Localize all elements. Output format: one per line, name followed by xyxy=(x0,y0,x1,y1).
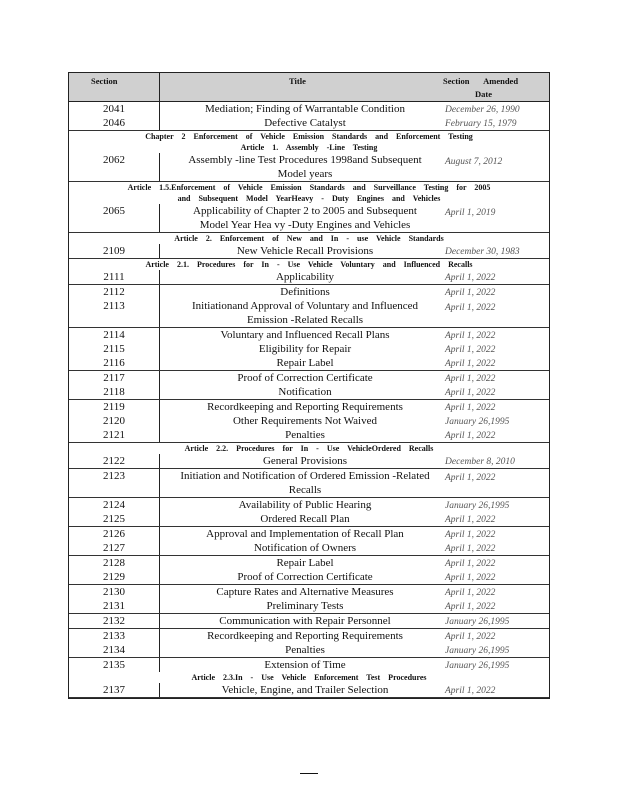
column-divider xyxy=(159,527,160,541)
column-divider xyxy=(159,328,160,342)
section-number: 2129 xyxy=(103,571,125,583)
section-number: 2114 xyxy=(103,329,125,341)
amended-date: December 8, 2010 xyxy=(445,457,515,467)
regulations-table xyxy=(68,72,550,699)
section-title: Recordkeeping and Reporting Requirements xyxy=(207,401,403,413)
section-number: 2123 xyxy=(103,470,125,482)
table-row xyxy=(69,541,549,556)
section-number: 2115 xyxy=(103,343,125,355)
column-divider xyxy=(159,512,160,526)
section-number: 2111 xyxy=(103,271,125,283)
section-title: Ordered Recall Plan xyxy=(260,513,350,525)
section-number: 2127 xyxy=(103,542,125,554)
section-title: Initiation and Notification of Ordered Emission -Related xyxy=(180,470,430,482)
column-divider xyxy=(159,342,160,356)
section-number: 2046 xyxy=(103,117,125,129)
article-heading: Article 2. Enforcement of New and In - use Vehicle Standards xyxy=(174,234,444,243)
amended-date: April 1, 2022 xyxy=(445,632,496,642)
amended-date: April 1, 2022 xyxy=(445,359,496,369)
section-title: Recordkeeping and Reporting Requirements xyxy=(207,630,403,642)
table-row xyxy=(69,270,549,285)
table-row xyxy=(69,400,549,414)
section-title: Defective Catalyst xyxy=(264,117,346,129)
header-date: Date xyxy=(475,89,492,99)
amended-date: February 15, 1979 xyxy=(445,119,517,129)
column-divider xyxy=(159,498,160,512)
amended-date: April 1, 2022 xyxy=(445,686,496,696)
section-number: 2137 xyxy=(103,684,125,696)
amended-date: April 1, 2022 xyxy=(445,588,496,598)
section-title: Approval and Implementation of Recall Plan xyxy=(206,528,404,540)
table-row xyxy=(69,556,549,570)
header-divider xyxy=(159,73,160,101)
table-row xyxy=(69,204,549,233)
table-row xyxy=(69,585,549,599)
section-number: 2117 xyxy=(103,372,125,384)
column-divider xyxy=(159,556,160,570)
table-row xyxy=(69,299,549,328)
amended-date: April 1, 2022 xyxy=(445,559,496,569)
column-divider xyxy=(159,658,160,672)
article-heading: and Subsequent Model YearHeavy - Duty Engines and Vehicles xyxy=(177,194,441,203)
section-title: Repair Label xyxy=(276,557,334,569)
table-row xyxy=(69,469,549,498)
amended-date: April 1, 2022 xyxy=(445,388,496,398)
section-title-continued: Model years xyxy=(277,168,333,180)
table-row xyxy=(69,342,549,356)
article-heading: Article 2.3.In - Use Vehicle Enforcement Test Procedures xyxy=(191,673,427,682)
column-divider xyxy=(159,570,160,584)
amended-date: December 30, 1983 xyxy=(445,247,520,257)
column-divider xyxy=(159,629,160,643)
column-divider xyxy=(159,414,160,428)
section-title: Proof of Correction Certificate xyxy=(237,571,373,583)
table-row xyxy=(69,512,549,527)
amended-date: April 1, 2022 xyxy=(445,374,496,384)
column-divider xyxy=(159,385,160,399)
amended-date: April 1, 2022 xyxy=(445,431,496,441)
section-number: 2109 xyxy=(103,245,125,257)
table-row xyxy=(69,428,549,443)
header-title: Title xyxy=(289,76,306,86)
article-heading: Article 1. Assembly -Line Testing xyxy=(240,143,378,152)
table-row xyxy=(69,599,549,614)
section-title-continued: Model Year Hea vy -Duty Engines and Vehicles xyxy=(199,219,411,231)
section-title: Penalties xyxy=(285,429,325,441)
section-number: 2118 xyxy=(103,386,125,398)
table-row xyxy=(69,285,549,299)
section-title: Availability of Public Hearing xyxy=(238,499,372,511)
table-body xyxy=(69,102,549,698)
table-row xyxy=(69,328,549,342)
column-divider xyxy=(159,400,160,414)
table-row xyxy=(69,614,549,629)
table-row xyxy=(69,414,549,428)
header-amended-date: Section Amended xyxy=(443,76,519,86)
column-divider xyxy=(159,244,160,258)
section-title: Other Requirements Not Waived xyxy=(232,415,377,427)
amended-date: April 1, 2022 xyxy=(445,331,496,341)
table-row xyxy=(69,683,549,698)
section-title-continued: Emission -Related Recalls xyxy=(246,314,364,326)
section-number: 2065 xyxy=(103,205,125,217)
section-number: 2122 xyxy=(103,455,125,467)
section-title: Notification xyxy=(278,386,332,398)
section-number: 2130 xyxy=(103,586,125,598)
column-divider xyxy=(159,285,160,299)
table-row xyxy=(69,153,549,182)
page-footer-rule xyxy=(300,773,318,774)
article-heading: Article 2.2. Procedures for In - Use VehicleOrdered Recalls xyxy=(184,444,434,453)
section-number: 2132 xyxy=(103,615,125,627)
section-number: 2131 xyxy=(103,600,125,612)
section-title: Initiationand Approval of Voluntary and Influenced xyxy=(192,300,418,312)
table-row xyxy=(69,356,549,371)
amended-date: April 1, 2022 xyxy=(445,573,496,583)
column-divider xyxy=(159,541,160,555)
section-title: Preliminary Tests xyxy=(266,600,344,612)
section-number: 2041 xyxy=(103,103,125,115)
section-title: Notification of Owners xyxy=(253,542,357,554)
amended-date: April 1, 2022 xyxy=(445,303,496,313)
amended-date: January 26,1995 xyxy=(445,417,510,427)
section-title: Applicability xyxy=(275,271,335,283)
article-heading: Chapter 2 Enforcement of Vehicle Emission Standards and Enforcement Testing xyxy=(145,132,473,141)
article-heading: Article 2.1. Procedures for In - Use Vehicle Voluntary and Influenced Recalls xyxy=(145,260,473,269)
column-divider xyxy=(159,599,160,613)
section-title: Communication with Repair Personnel xyxy=(219,615,391,627)
table-row xyxy=(69,244,549,259)
column-divider xyxy=(159,204,160,232)
table-row xyxy=(69,102,549,116)
amended-date: April 1, 2022 xyxy=(445,345,496,355)
table-row xyxy=(69,570,549,585)
amended-date: April 1, 2022 xyxy=(445,602,496,612)
column-divider xyxy=(159,614,160,628)
section-number: 2134 xyxy=(103,644,125,656)
table-row xyxy=(69,454,549,469)
table-header xyxy=(69,73,549,102)
amended-date: April 1, 2019 xyxy=(445,208,496,218)
section-number: 2112 xyxy=(103,286,125,298)
table-row xyxy=(69,498,549,512)
section-title: Definitions xyxy=(280,286,330,298)
section-number: 2128 xyxy=(103,557,125,569)
column-divider xyxy=(159,116,160,130)
table-row xyxy=(69,658,549,672)
section-title: Applicability of Chapter 2 to 2005 and Subsequent xyxy=(193,205,417,217)
table-row xyxy=(69,116,549,131)
section-number: 2116 xyxy=(103,357,125,369)
section-number: 2126 xyxy=(103,528,125,540)
section-title: Penalties xyxy=(285,644,325,656)
amended-date: April 1, 2022 xyxy=(445,273,496,283)
article-heading: Article 1.5.Enforcement of Vehicle Emission Standards and Surveillance Testing for 2005 xyxy=(127,183,491,192)
column-divider xyxy=(159,153,160,181)
section-number: 2120 xyxy=(103,415,125,427)
amended-date: April 1, 2022 xyxy=(445,515,496,525)
section-title-continued: Recalls xyxy=(288,484,322,496)
amended-date: January 26,1995 xyxy=(445,617,510,627)
header-section: Section xyxy=(91,76,118,86)
column-divider xyxy=(159,454,160,468)
column-divider xyxy=(159,643,160,657)
section-title: Proof of Correction Certificate xyxy=(237,372,373,384)
column-divider xyxy=(159,428,160,442)
section-title: Mediation; Finding of Warrantable Condition xyxy=(205,103,405,115)
amended-date: January 26,1995 xyxy=(445,646,510,656)
column-divider xyxy=(159,270,160,284)
amended-date: April 1, 2022 xyxy=(445,530,496,540)
amended-date: April 1, 2022 xyxy=(445,288,496,298)
table-row xyxy=(69,371,549,385)
table-row xyxy=(69,643,549,658)
section-number: 2113 xyxy=(103,300,125,312)
table-row xyxy=(69,629,549,643)
amended-date: April 1, 2022 xyxy=(445,544,496,554)
section-title: Extension of Time xyxy=(264,659,346,671)
section-title: New Vehicle Recall Provisions xyxy=(236,245,374,257)
section-number: 2062 xyxy=(103,154,125,166)
section-title: Capture Rates and Alternative Measures xyxy=(216,586,394,598)
column-divider xyxy=(159,683,160,697)
column-divider xyxy=(159,469,160,497)
amended-date: December 26, 1990 xyxy=(445,105,520,115)
column-divider xyxy=(159,299,160,327)
section-title: Eligibility for Repair xyxy=(258,343,352,355)
column-divider xyxy=(159,102,160,116)
section-title: Vehicle, Engine, and Trailer Selection xyxy=(221,684,389,696)
section-number: 2125 xyxy=(103,513,125,525)
table-row xyxy=(69,385,549,400)
section-number: 2124 xyxy=(103,499,125,511)
amended-date: April 1, 2022 xyxy=(445,473,496,483)
section-number: 2135 xyxy=(103,659,125,671)
section-number: 2133 xyxy=(103,630,125,642)
amended-date: January 26,1995 xyxy=(445,661,510,671)
section-title: Voluntary and Influenced Recall Plans xyxy=(220,329,390,341)
amended-date: August 7, 2012 xyxy=(445,157,503,167)
column-divider xyxy=(159,356,160,370)
column-divider xyxy=(159,585,160,599)
section-title: General Provisions xyxy=(262,455,347,467)
amended-date: April 1, 2022 xyxy=(445,403,496,413)
amended-date: January 26,1995 xyxy=(445,501,510,511)
section-number: 2119 xyxy=(103,401,125,413)
table-row xyxy=(69,527,549,541)
section-title: Assembly -line Test Procedures 1998and Subsequent xyxy=(188,154,422,166)
column-divider xyxy=(159,371,160,385)
section-number: 2121 xyxy=(103,429,125,441)
section-title: Repair Label xyxy=(276,357,334,369)
